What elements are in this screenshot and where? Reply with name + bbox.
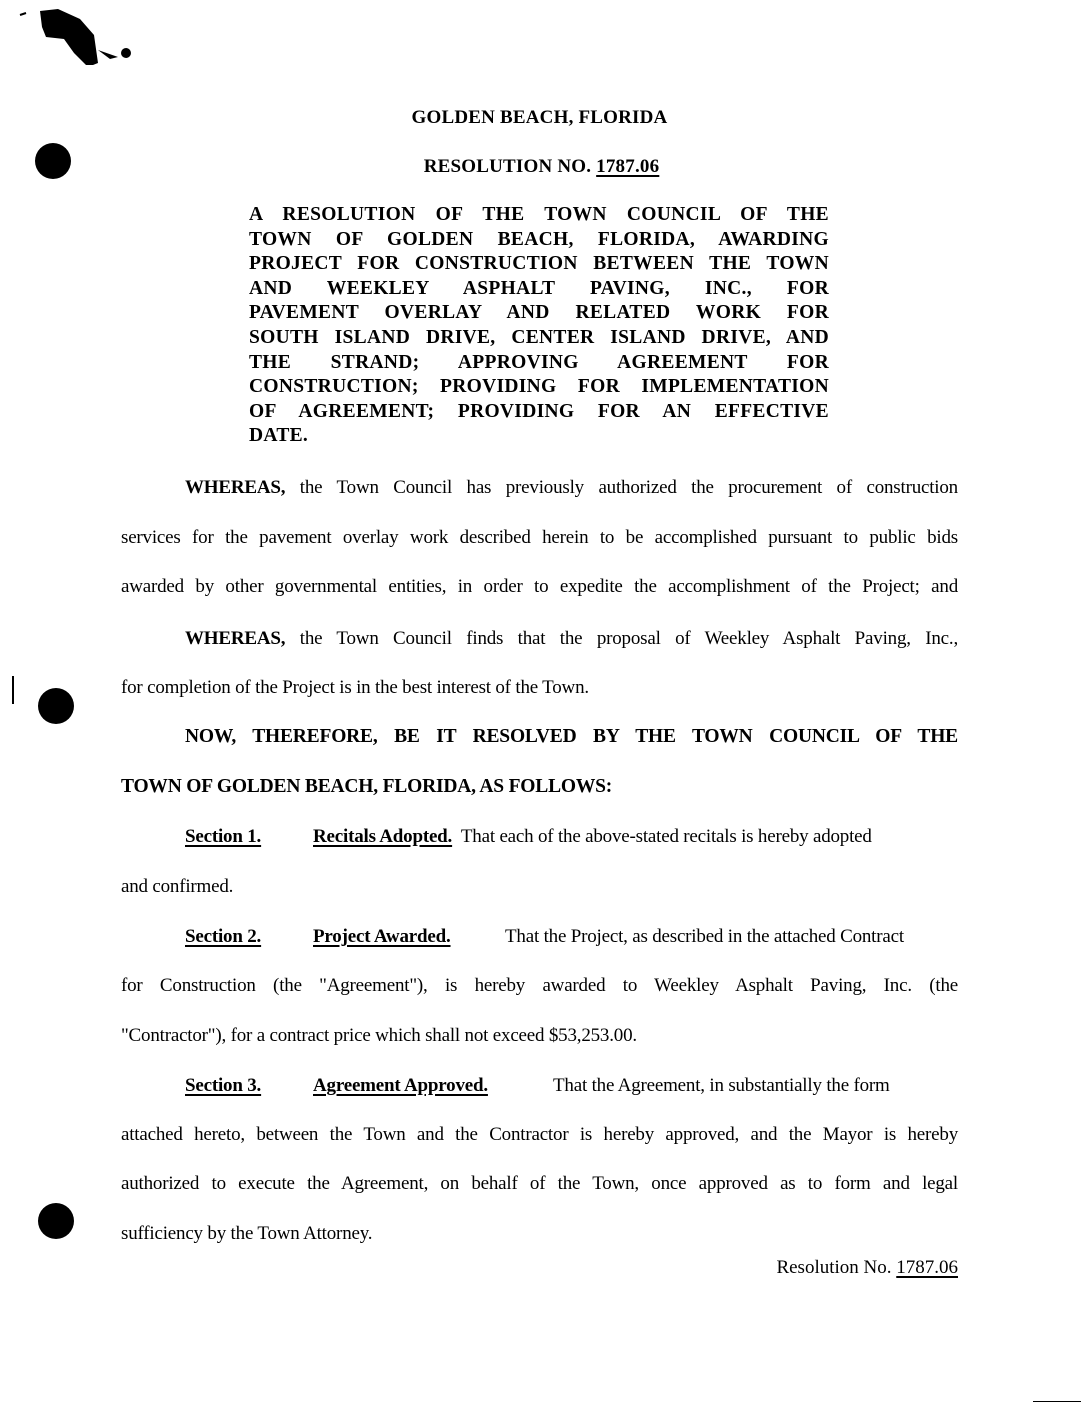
section-1-label: Section 1. <box>185 826 262 847</box>
section-2-heading: Project Awarded. <box>313 926 451 947</box>
section-1-heading: Recitals Adopted. <box>313 826 453 847</box>
section-3-text: That the Agreement, in substantially the form <box>553 1075 890 1096</box>
title-line: CONSTRUCTION; PROVIDING FOR IMPLEMENTATION <box>249 376 829 398</box>
whereas-1-line-3: awarded by other governmental entities, in order to expedite the accomplishment of the Project; and <box>121 576 958 597</box>
section-3-label: Section 3. <box>185 1075 262 1096</box>
resolution-number: 1787.06 <box>596 156 660 177</box>
section-1-text: That each of the above-stated recitals is hereby adopted <box>460 826 872 847</box>
whereas-text: the Town Council finds that the proposal of Weekley Asphalt Paving, Inc., <box>299 628 958 649</box>
title-line: PROJECT FOR CONSTRUCTION BETWEEN THE TOWN <box>249 253 829 275</box>
title-line: TOWN OF GOLDEN BEACH, FLORIDA, AWARDING <box>249 228 829 250</box>
whereas-2-line-2: for completion of the Project is in the best interest of the Town. <box>121 677 589 698</box>
resolution-heading <box>0 156 1086 178</box>
title-line: AND WEEKLEY ASPHALT PAVING, INC., FOR <box>249 277 829 299</box>
section-3-line-1 <box>185 1075 958 1097</box>
whereas-lead: WHEREAS, <box>185 477 286 498</box>
scan-smudge-icon <box>18 5 138 65</box>
section-2-line-1 <box>185 926 958 948</box>
whereas-2-line-1 <box>185 628 958 650</box>
section-2-label: Section 2. <box>185 926 262 947</box>
section-1-line-2: and confirmed. <box>121 876 234 897</box>
page-footer <box>776 1257 958 1279</box>
title-line: DATE. <box>249 425 309 447</box>
punch-hole-bottom <box>38 1203 74 1239</box>
whereas-1-line-1 <box>185 477 958 499</box>
title-line: SOUTH ISLAND DRIVE, CENTER ISLAND DRIVE, AND <box>249 326 829 348</box>
section-3-heading: Agreement Approved. <box>313 1075 488 1096</box>
scan-artifact-corner <box>18 5 138 65</box>
whereas-1-line-2: services for the pavement overlay work described herein to be accomplished pursuant to public bids <box>121 527 958 548</box>
section-3-line-2: attached hereto, between the Town and the Contractor is hereby approved, and the Mayor is hereby <box>121 1124 958 1145</box>
section-2-text: That the Project, as described in the attached Contract <box>505 926 904 947</box>
municipality-heading: GOLDEN BEACH, FLORIDA <box>411 107 668 128</box>
scan-mark-left <box>12 676 14 704</box>
whereas-lead: WHEREAS, <box>185 628 286 649</box>
scan-mark-bottom-right <box>1033 1401 1081 1402</box>
title-line: A RESOLUTION OF THE TOWN COUNCIL OF THE <box>249 204 829 225</box>
section-1-line-1 <box>185 826 958 848</box>
whereas-text: the Town Council has previously authorized the procurement of construction <box>299 477 958 498</box>
resolution-label: RESOLUTION NO. <box>423 156 592 177</box>
resolved-line-2: TOWN OF GOLDEN BEACH, FLORIDA, AS FOLLOWS: <box>121 776 613 797</box>
title-line: THE STRAND; APPROVING AGREEMENT FOR <box>249 351 829 373</box>
footer-label: Resolution No. <box>776 1257 892 1278</box>
footer-resolution-number: 1787.06 <box>896 1257 958 1278</box>
resolution-title <box>249 203 829 449</box>
section-2-line-2: for Construction (the "Agreement"), is hereby awarded to Weekley Asphalt Paving, Inc. (the <box>121 975 958 996</box>
punch-hole-middle <box>38 688 74 724</box>
section-3-line-3: authorized to execute the Agreement, on behalf of the Town, once approved as to form and legal <box>121 1173 958 1194</box>
section-3-line-4: sufficiency by the Town Attorney. <box>121 1223 373 1244</box>
title-line: PAVEMENT OVERLAY AND RELATED WORK FOR <box>249 302 829 324</box>
resolved-line-1: NOW, THEREFORE, BE IT RESOLVED BY THE TOWN COUNCIL OF THE <box>185 726 958 747</box>
title-line: OF AGREEMENT; PROVIDING FOR AN EFFECTIVE <box>249 400 829 422</box>
section-2-line-3: "Contractor"), for a contract price which shall not exceed $53,253.00. <box>121 1025 637 1046</box>
